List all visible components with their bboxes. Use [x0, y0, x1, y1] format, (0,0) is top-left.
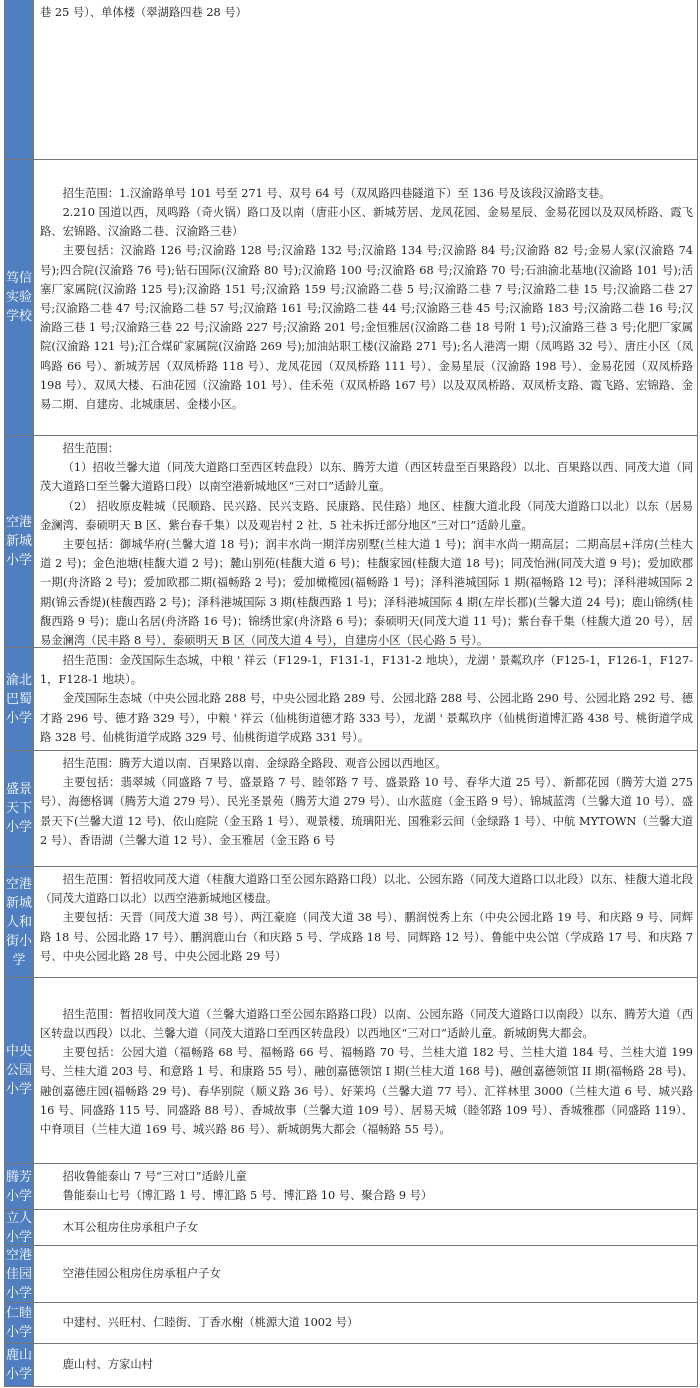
- range-text: 主要包括：汉渝路 126 号;汉渝路 128 号;汉渝路 132 号;汉渝路 134 号;汉渝路 84 号;汉渝路 82 号;金易人家(汉渝路 74 号);四合院(汉渝路 76 号);钻石国际(汉渝路 80 号);汉渝路 100 号;汉渝路 68 号;汉渝路 70 号;石油渝北基地(汉渝路 101 号);活塞厂家属院(汉渝路 125 号);汉渝路 151 号;汉渝路 159 号;汉渝路二巷 5 号;汉渝路二巷 7 号;汉渝路二巷 15 号;汉渝路二巷 27 号;汉渝路二巷 47 号;汉渝路二巷 57 号;汉渝路 161 号;汉渝路二巷 44 号;汉渝路三巷 45 号;汉渝路 183 号;汉渝路二巷 16 号;汉渝路三巷 1 号;汉渝路三巷 22 号;汉渝路 227 号;汉渝路 201 号;金恒雅居(汉渝路二巷 18 号附 1 号);汉渝路三巷 3 号;化肥厂家属院(汉渝路 121 号);江合煤矿家属院(汉渝路 269 号);加油站职工楼(汉渝路 271 号);名人港湾一期（凤鸣路 32 号）、唐庄小区（凤鸣路 66 号）、新城芳居（双凤桥路 118 号）、龙凤花园（双凤桥路 111 号）、金易星辰（汉渝路 198 号）、金易花园（双凤桥路 198 号）、双凤大楼、石油花园（汉渝路 101 号）、佳禾苑（双凤桥路 167 号）以及双凤桥路、双凤桥支路、霞飞路、宏锦路、金易二期、自建房、北城康居、金楼小区。: [40, 244, 693, 412]
- school-name-cell: [5, 648, 34, 750]
- table-row: [5, 647, 697, 750]
- enrollment-table: [4, 0, 698, 1387]
- range-cell: [34, 978, 697, 1163]
- range-cell: [34, 436, 697, 647]
- range-cell: [34, 751, 697, 866]
- school-name: 立人小学: [6, 1210, 33, 1245]
- table-row: [5, 0, 697, 159]
- range-cell: [34, 1344, 697, 1386]
- table-row: [5, 1245, 697, 1302]
- table-row: [5, 435, 697, 647]
- range-text: 招生范围：暂招收同茂大道（桂馥大道路口至公园东路路口段）以北、公园东路（同茂大道路口以北段）以东、桂馥大道北段（同茂大道路口以北）以西空港新城地区楼盘。: [40, 873, 693, 906]
- school-name-cell: [5, 1344, 34, 1386]
- range-text: 招生范围：: [62, 442, 120, 455]
- school-name: 腾芳小学: [6, 1169, 33, 1204]
- table-row: [5, 1209, 697, 1245]
- table-row: [5, 159, 697, 435]
- range-text: 巷 25 号）、单体楼（翠湖路四巷 28 号）: [40, 6, 247, 19]
- school-name-cell: [5, 867, 34, 977]
- table-row: [5, 1163, 697, 1209]
- range-text: 中建村、兴旺村、仁睦街、丁香水榭（桃源大道 1002 号）: [62, 1316, 359, 1330]
- school-name-cell: [5, 1210, 34, 1245]
- school-name-cell: [5, 1246, 34, 1302]
- range-text: 招收鲁能泰山 7 号“三对口”适龄儿童: [62, 1170, 247, 1183]
- range-text: 主要包括：公园大道（福畅路 68 号、福畅路 66 号、福畅路 70 号、兰桂大道 182 号、兰桂大道 184 号、兰桂大道 199 号、兰桂大道 203 号、和意路 1 号、和康路 55 号）、融创嘉德领馆 I 期(兰桂大道 168 号)、融创嘉德领馆 II 期(福畅路 28 号)、融创嘉德庄园(福畅路 29 号)、春华别院（顺义路 36 号）、好莱坞（兰馨大道 77 号）、汇祥林里 3000（兰桂大道 6 号、城兴路 16 号、同盛路 115 号、同盛路 88 号）、香城故事（兰馨大道 109 号）、居易天城（睦邻路 109 号）、香城雅郡（同盛路 119）、中脊项目（兰桂大道 169 号、城兴路 86 号）、新城朗隽大都会（福畅路 55 号）。: [40, 1046, 693, 1136]
- range-text: 招生范围：金茂国际生态城，中粮 ' 祥云（F129-1，F131-1，F131-2 地块），龙湖 ' 景粼玖序（F125-1，F126-1，F127-1，F128-1 地块）。: [40, 654, 693, 687]
- range-cell: [34, 1303, 697, 1343]
- school-name: 中央公园小学: [6, 1044, 33, 1097]
- range-text: （1）招收兰馨大道（同茂大道路口至西区转盘段）以东、腾芳大道（西区转盘至百果路段）以北、百果路以西、同茂大道（同茂大道路口至兰馨大道路口段）以南空港新城地区“三对口”适龄儿童。: [40, 461, 693, 494]
- school-name: 空港佳园小学: [6, 1247, 33, 1301]
- range-text: 木耳公租房住房承租户子女: [62, 1220, 199, 1234]
- school-name: 空港新城人和街小学: [6, 876, 33, 968]
- range-cell: [34, 1246, 697, 1302]
- range-text: 招生范围：暂招收同茂大道（兰馨大道路口至公园东路路口段）以南、公园东路（同茂大道路口以南段）以东、腾芳大道（西区转盘以西段）以北、兰馨大道（同茂大道路口至西区转盘段）以西地区“三对口”适龄儿童。新城朗隽大都会。: [40, 1007, 693, 1040]
- school-name: 空港新城小学: [6, 515, 33, 568]
- table-row: [5, 1343, 697, 1386]
- school-name: 仁睦小学: [6, 1306, 33, 1340]
- range-text: 主要包括：御城华府(兰馨大道 18 号)；润丰水尚一期洋房别墅(兰桂大道 1 号)；润丰水尚一期高层；二期高层+洋房(兰桂大道 2 号)；金色池塘(桂馥大道 2 号)；麓山别苑(桂馥大道 6 号)；桂馥家园(桂馥大道 18 号)；同茂怡洲(同茂大道 9 号)；爱加欧郡一期(舟济路 2 号)；爱加欧郡二期(福畅路 2 号)；爱加橄榄园(福畅路 1 号)；泽科港城国际 1 期(福畅路 12 号)；泽科港城国际 2 期(锦云香缇)(桂馥西路 2 号)；泽科港城国际 3 期(桂馥西路 1 号)；泽科港城国际 4 期(左岸长郡)(兰馨大道 24 号)；鹿山锦绣(桂馥西路 9 号)；鹿山名居(舟济路 16 号)；锦绣世家(舟济路 6 号)；泰硕明天(同茂大道 11 号)；紫台春千集（桂馥大道 20 号），居易金澜湾（民丰路 8 号）、泰硕明天 B 区（同茂大道 4 号），自建房小区（民心路 5 号）。: [40, 538, 693, 647]
- range-cell: [34, 1210, 697, 1245]
- school-name: 笃信实验学校: [6, 271, 33, 324]
- range-text: 空港佳园公租房住房承租户子女: [62, 1267, 221, 1281]
- range-text: 招生范围：腾芳大道以南、百果路以南、金绿路全路段、观音公园以西地区。: [62, 757, 447, 770]
- table-row: [5, 977, 697, 1163]
- table-row: [5, 750, 697, 866]
- school-name: 盛景天下小学: [6, 782, 33, 835]
- table-row: [5, 1302, 697, 1343]
- range-text: （2） 招收原皮鞋城（民顺路、民兴路、民兴支路、民康路、民佳路）地区、桂馥大道北段（同茂大道路口以北）以东（居易金澜湾、泰硕明天 B 区、紫台春千集）以及观岩村 2 社、5 社未拆迁部分地区“三对口”适龄儿童。: [40, 499, 693, 532]
- school-name-cell: [5, 436, 34, 647]
- range-text: 主要包括：翡翠城（同盛路 7 号、盛景路 7 号、睦邻路 7 号、盛景路 10 号、春华大道 25 号）、新都花园（腾芳大道 275 号）、海德格调（腾芳大道 279 号）、民光圣景苑（腾芳大道 279 号）、山水蓝庭（金玉路 9 号）、锦城蓝湾（兰馨大道 10 号）、盛景天下(兰馨大道 12 号)、依山庭院（金玉路 1 号）、观景楼、琉璃阳光、国雅彩云间（金绿路 1 号）、中航 MYTOWN（兰馨大道 2 号）、香语湖（兰馨大道 12 号）、金玉雅居（金玉路 6 号: [40, 776, 693, 847]
- range-cell: [34, 1164, 697, 1209]
- school-name-cell: [5, 0, 34, 159]
- range-cell: [34, 867, 697, 977]
- range-text: 2.210 国道以西，凤鸣路（奇火锅）路口及以南（唐莊小区、新城芳居、龙凤花园、金易星辰、金易花园以及双凤桥路、霞飞路、宏锦路、汉渝路二巷、汉渝路三巷）: [40, 205, 693, 239]
- school-name-cell: [5, 1303, 34, 1343]
- range-cell: [34, 648, 697, 750]
- range-cell: [34, 0, 697, 159]
- range-text: 主要包括：天晋（同茂大道 38 号）、两江豪庭（同茂大道 38 号）、鹏润悦秀上东（中央公园北路 19 号、和庆路 9 号、同辉路 18 号、公园北路 17 号）、鹏润鹿山台（和庆路 5 号、学成路 18 号、同辉路 12 号）、鲁能中央公馆（学成路 17 号、和庆路 7 号、中央公园北路 28 号、中央公园北路 29 号）: [40, 911, 693, 963]
- school-name: 渝北巴蜀小学: [6, 672, 33, 726]
- range-text: 金茂国际生态城（中央公园北路 288 号，中央公园北路 289 号、公园北路 288 号、公园北路 290 号、公园北路 292 号、德才路 296 号、德才路 329 号），中粮 ' 祥云（仙桃街道德才路 333 号），龙湖 ' 景粼玖序（仙桃街道博汇路 438 号、桃街道学成路 328 号、仙桃街道学成路 329 号、仙桃街道学成路 331 号）。: [40, 692, 693, 744]
- range-text: 鲁能泰山七号（博汇路 1 号、博汇路 5 号、博汇路 10 号、聚合路 9 号）: [62, 1189, 433, 1203]
- range-cell: [34, 160, 697, 435]
- range-text: 招生范围：1.汉渝路单号 101 号至 271 号、双号 64 号（双凤路四巷隧道下）至 136 号及该段汉渝路支巷。: [62, 186, 611, 200]
- school-name-cell: [5, 978, 34, 1163]
- range-text: 鹿山村、方家山村: [62, 1358, 153, 1372]
- table-row: [5, 866, 697, 977]
- school-name-cell: [5, 160, 34, 435]
- school-name-cell: [5, 751, 34, 866]
- school-name-cell: [5, 1164, 34, 1209]
- school-name: 鹿山小学: [6, 1348, 33, 1382]
